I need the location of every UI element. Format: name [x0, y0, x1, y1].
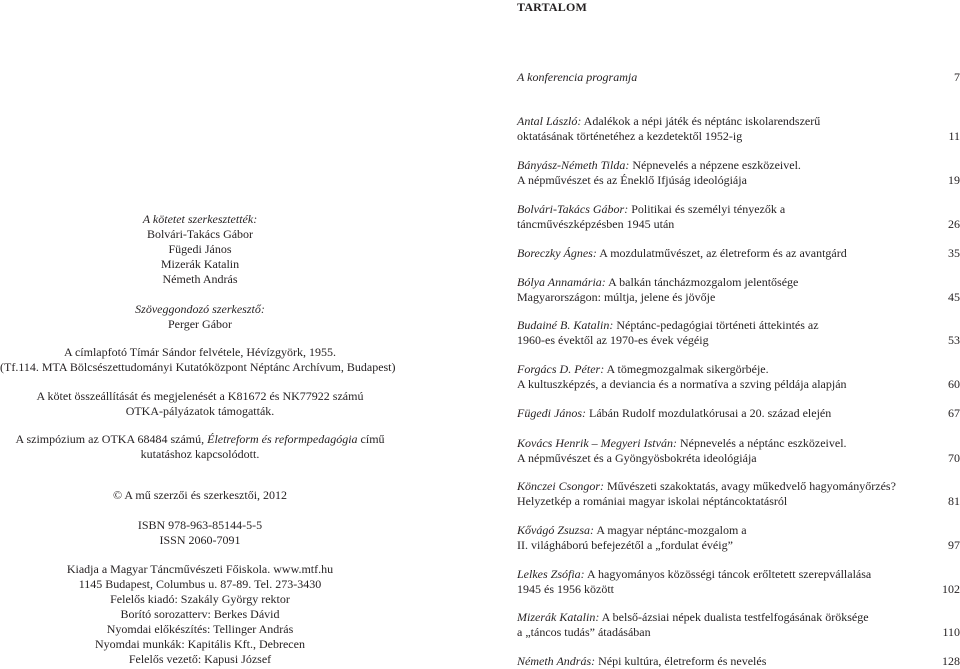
- toc-entry[interactable]: [517, 275, 960, 305]
- toc-entry-page-number: 60: [948, 377, 960, 391]
- table-of-contents: [517, 0, 960, 668]
- toc-entry-title: A tömegmozgalmak sikergörbéje.: [604, 362, 769, 376]
- toc-entry-line: 1960-es évektől az 1970-es évek végéig: [517, 333, 709, 347]
- toc-entry-text: [517, 318, 907, 348]
- toc-entry-line: A népművészet és a Gyöngyösbokréta ideológiája: [517, 451, 757, 465]
- toc-entry[interactable]: [517, 523, 960, 553]
- toc-entry-author: A konferencia programja: [517, 70, 638, 84]
- toc-entry-line: a „táncos tudás” átadásában: [517, 625, 651, 639]
- toc-entry-author: Boreczky Ágnes:: [517, 246, 597, 260]
- toc-entry-title: A belső-ázsiai népek dualista testfelfogásának öröksége: [599, 610, 869, 624]
- toc-entry-title: Politikai és személyi tényezők a: [628, 202, 786, 216]
- colophon: [0, 0, 400, 666]
- toc-entry-author: Könczei Csongor:: [517, 479, 604, 493]
- publisher-line: Nyomdai előkészítés: Tellinger András: [106, 622, 294, 636]
- toc-entry-text: [517, 523, 907, 553]
- toc-entry-title: Népi kultúra, életreform és nevelés: [595, 654, 767, 668]
- toc-entry-page-number: 35: [948, 246, 960, 260]
- symposium-project-title: Életreform és reformpedagógia: [207, 432, 358, 446]
- publisher-line: Kiadja a Magyar Táncművészeti Főiskola. www.mtf.hu: [66, 562, 334, 576]
- toc-entry[interactable]: [517, 436, 960, 466]
- toc-entry-page-number: 11: [948, 129, 960, 143]
- copyeditor-name: Perger Gábor: [167, 317, 233, 331]
- toc-entry-line: [517, 202, 907, 217]
- toc-entry-line: [517, 567, 907, 582]
- copyeditor-label: Szöveggondozó szerkesztő:: [135, 302, 265, 316]
- toc-entry-title: Néptánc-pedagógiai történeti áttekintés az: [613, 318, 819, 332]
- toc-entry-line: [517, 275, 907, 290]
- symposium-text: című: [357, 432, 385, 446]
- editor-name: Németh András: [162, 272, 238, 286]
- editor-name: Fügedi János: [168, 242, 232, 256]
- toc-entry[interactable]: [517, 567, 960, 597]
- copyright-line: © A mű szerzői és szerkesztői, 2012: [112, 488, 288, 502]
- toc-entry-page-number: 128: [942, 654, 960, 668]
- toc-entry-author: Bolvári-Takács Gábor:: [517, 202, 629, 216]
- toc-entry-line: [517, 70, 907, 85]
- toc-entry[interactable]: [517, 362, 960, 392]
- editors-label: A kötetet szerkesztették:: [142, 212, 258, 226]
- toc-entry-page-number: 81: [948, 494, 960, 508]
- support-note: [0, 389, 400, 419]
- editor-name: Mizerák Katalin: [160, 257, 240, 271]
- toc-entry-author: Bányász-Németh Tilda:: [517, 158, 630, 172]
- toc-entry-title: A hagyományos közösségi táncok erőltetett szerepvállalása: [584, 567, 872, 581]
- toc-entry-title: Művészeti szakoktatás, avagy műkedvelő hagyományőrzés?: [604, 479, 896, 493]
- toc-entry-text: [517, 567, 907, 597]
- toc-entry-page-number: 53: [948, 333, 960, 347]
- toc-entry-line: [517, 406, 907, 421]
- toc-entry-line: II. világháború befejezétől a „fordulat évéig”: [517, 538, 733, 552]
- toc-entry-text: [517, 158, 907, 188]
- toc-entry-text: [517, 362, 907, 392]
- symposium-text: A szimpózium az OTKA 68484 számú,: [15, 432, 208, 446]
- toc-entry-author: Németh András:: [517, 654, 596, 668]
- toc-entry-text: [517, 479, 907, 509]
- toc-title: TARTALOM: [517, 0, 588, 14]
- toc-entry-text: [517, 246, 907, 261]
- toc-entry-line: [517, 523, 907, 538]
- toc-entry[interactable]: [517, 114, 960, 144]
- toc-entry-title: A balkán táncházmozgalom jelentősége: [605, 275, 799, 289]
- toc-entry-line: 1945 és 1956 között: [517, 582, 614, 596]
- editors-block: [0, 212, 400, 287]
- toc-entry[interactable]: [517, 406, 960, 421]
- toc-entry-line: A népművészet és az Éneklő Ifjúság ideológiája: [517, 173, 747, 187]
- toc-entry[interactable]: [517, 318, 960, 348]
- publisher-line: 1145 Budapest, Columbus u. 87-89. Tel. 273-3430: [78, 577, 322, 591]
- support-line: OTKA-pályázatok támogatták.: [125, 404, 275, 418]
- toc-entry-title: Népnevelés a néptánc eszközeivel.: [676, 436, 847, 450]
- toc-entry-line: Helyzetkép a romániai magyar iskolai néptáncoktatásról: [517, 494, 788, 508]
- toc-entry-page-number: 26: [948, 217, 960, 231]
- toc-entry[interactable]: [517, 610, 960, 640]
- toc-entry-line: [517, 610, 907, 625]
- cover-photo-credit: [0, 345, 400, 375]
- toc-entry-line: oktatásának történetéhez a kezdetektől 1952-ig: [517, 129, 743, 143]
- toc-entry-author: Lelkes Zsófia:: [517, 567, 585, 581]
- toc-entry-text: [517, 70, 907, 85]
- identifiers: [0, 518, 400, 548]
- toc-entry-title: Lábán Rudolf mozdulatkórusai a 20. század elején: [585, 406, 832, 420]
- toc-entry-page-number: 102: [942, 582, 960, 596]
- toc-entry-author: Kővágó Zsuzsa:: [517, 523, 595, 537]
- issn: ISSN 2060-7091: [159, 533, 241, 547]
- toc-entry-text: [517, 202, 907, 232]
- toc-entry-line: [517, 479, 907, 494]
- toc-entry-page-number: 70: [948, 451, 960, 465]
- toc-entry-author: Budainé B. Katalin:: [517, 318, 614, 332]
- toc-entry-title: Adalékok a népi játék és néptánc iskolarendszerű: [581, 114, 821, 128]
- toc-entry-author: Kovács Henrik – Megyeri István:: [517, 436, 677, 450]
- symposium-line: kutatáshoz kapcsolódott.: [140, 447, 260, 461]
- toc-entry[interactable]: [517, 158, 960, 188]
- toc-entry-text: [517, 436, 907, 466]
- copyeditor-block: [0, 302, 400, 332]
- publisher-block: [0, 562, 400, 667]
- publisher-line: Felelős vezető: Kapusi József: [128, 652, 272, 666]
- toc-entry-line: [517, 436, 907, 451]
- isbn: ISBN 978-963-85144-5-5: [137, 518, 263, 532]
- symposium-note: [0, 432, 400, 462]
- toc-entry[interactable]: [517, 246, 960, 261]
- publisher-line: Felelős kiadó: Szakály György rektor: [110, 592, 290, 606]
- copyright: [0, 488, 400, 503]
- toc-entry-page-number: 97: [948, 538, 960, 552]
- toc-entry-text: [517, 610, 907, 640]
- editor-name: Bolvári-Takács Gábor: [146, 227, 254, 241]
- toc-entry[interactable]: [517, 479, 960, 509]
- toc-entry-line: [517, 318, 907, 333]
- toc-entry-author: Antal László:: [517, 114, 582, 128]
- toc-entry[interactable]: [517, 202, 960, 232]
- toc-entry-author: Mizerák Katalin:: [517, 610, 600, 624]
- symposium-line: [0, 432, 400, 447]
- toc-entry-page-number: 45: [948, 290, 960, 304]
- toc-entry-title: A magyar néptánc-mozgalom a: [594, 523, 747, 537]
- toc-entry-page-number: 67: [948, 406, 960, 420]
- toc-entry-page-number: 19: [948, 173, 960, 187]
- publisher-line: Borító sorozatterv: Berkes Dávid: [120, 607, 280, 621]
- toc-entry-line: A kultuszképzés, a deviancia és a normatíva a szving példája alapján: [517, 377, 847, 391]
- cover-photo-line: A címlapfotó Tímár Sándor felvétele, Hévízgyörk, 1955.: [63, 345, 337, 359]
- cover-photo-line: (Tf.114. MTA Bölcsészettudományi Kutatóközpont Néptánc Archívum, Budapest): [0, 360, 396, 374]
- toc-entry-line: Magyarországon: múltja, jelene és jövője: [517, 290, 716, 304]
- toc-entry-title: A mozdulatművészet, az életreform és az avantgárd: [596, 246, 847, 260]
- toc-entry-author: Forgács D. Péter:: [517, 362, 605, 376]
- toc-entry-line: [517, 246, 907, 261]
- toc-entry-line: táncművészképzésben 1945 után: [517, 217, 675, 231]
- publisher-line: Nyomdai munkák: Kapitális Kft., Debrecen: [95, 637, 305, 651]
- toc-entry[interactable]: [517, 70, 960, 85]
- toc-entry-text: [517, 114, 907, 144]
- toc-entry-line: [517, 362, 907, 377]
- toc-entry-page-number: 7: [954, 70, 960, 84]
- toc-entry-author: Fügedi János:: [517, 406, 586, 420]
- toc-entry-line: [517, 158, 907, 173]
- support-line: A kötet összeállítását és megjelenését a K81672 és NK77922 számú: [36, 389, 364, 403]
- toc-entry-page-number: 110: [942, 625, 960, 639]
- toc-entry-author: Bólya Annamária:: [517, 275, 606, 289]
- toc-entry-title: Népnevelés a népzene eszközeivel.: [629, 158, 801, 172]
- toc-entry-text: [517, 275, 907, 305]
- toc-entry-text: [517, 406, 907, 421]
- toc-entry-line: [517, 114, 907, 129]
